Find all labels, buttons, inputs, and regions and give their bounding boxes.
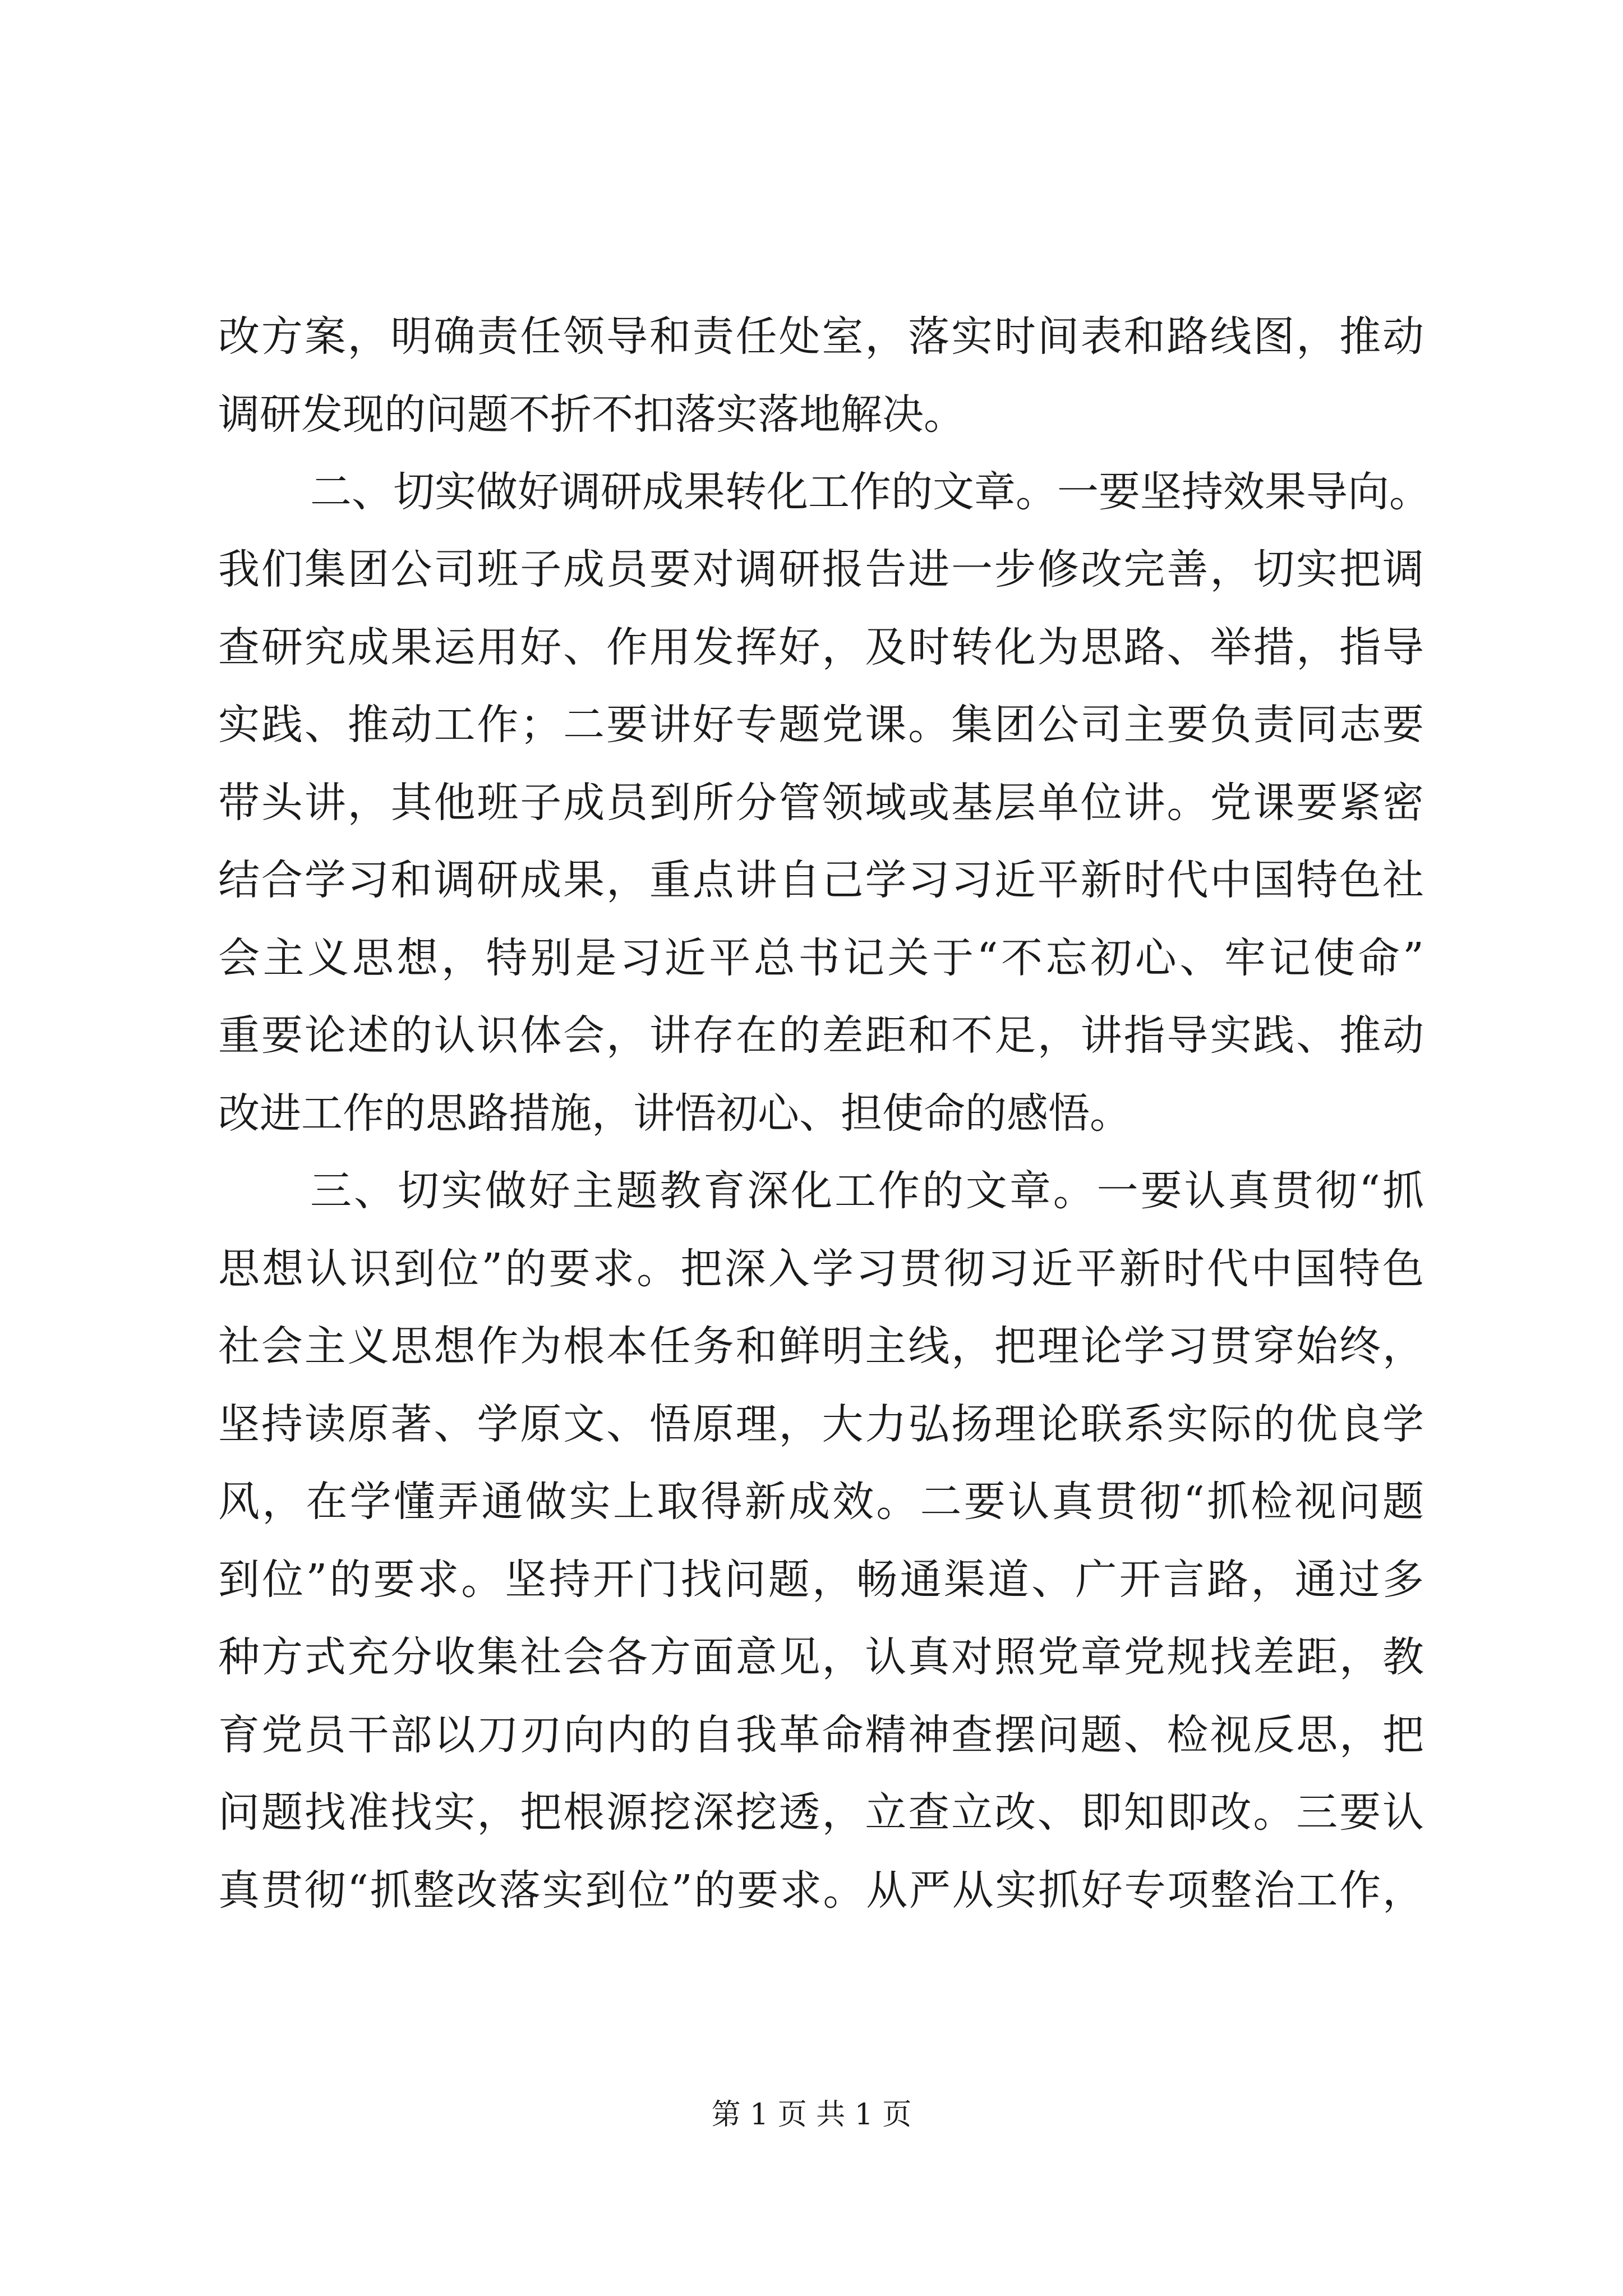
text-line-10: 重要论述的认识体会，讲存在的差距和不足，讲指导实践、推动: [218, 1011, 1424, 1060]
text-line-6: 实践、推动工作；二要讲好专题党课。集团公司主要负责同志要: [218, 701, 1424, 749]
text-line-16: 风，在学懂弄通做实上取得新成效。二要认真贯彻“抓检视问题: [218, 1478, 1424, 1526]
text-line-11: 改进工作的思路措施，讲悟初心、担使命的感悟。: [218, 1089, 1131, 1138]
text-line-12: 三、切实做好主题教育深化工作的文章。一要认真贯彻“抓: [310, 1167, 1424, 1215]
text-line-5: 查研究成果运用好、作用发挥好，及时转化为思路、举措，指导: [218, 623, 1424, 671]
text-line-2: 调研发现的问题不折不扣落实落地解决。: [218, 390, 965, 439]
text-line-4: 我们集团公司班子成员要对调研报告进一步修改完善，切实把调: [218, 545, 1424, 593]
text-line-17: 到位”的要求。坚持开门找问题，畅通渠道、广开言路，通过多: [218, 1556, 1424, 1604]
text-line-14: 社会主义思想作为根本任务和鲜明主线，把理论学习贯穿始终，: [218, 1322, 1424, 1370]
text-line-21: 真贯彻“抓整改落实到位”的要求。从严从实抓好专项整治工作，: [218, 1866, 1424, 1915]
text-line-19: 育党员干部以刀刃向内的自我革命精神查摆问题、检视反思，把: [218, 1711, 1424, 1759]
text-line-7: 带头讲，其他班子成员到所分管领域或基层单位讲。党课要紧密: [218, 779, 1424, 827]
text-line-9: 会主义思想，特别是习近平总书记关于“不忘初心、牢记使命”: [218, 934, 1424, 982]
text-line-15: 坚持读原著、学原文、悟原理，大力弘扬理论联系实际的优良学: [218, 1400, 1424, 1448]
text-line-13: 思想认识到位”的要求。把深入学习贯彻习近平新时代中国特色: [218, 1245, 1424, 1293]
text-line-20: 问题找准找实，把根源挖深挖透，立查立改、即知即改。三要认: [218, 1788, 1424, 1837]
text-line-18: 种方式充分收集社会各方面意见，认真对照党章党规找差距，教: [218, 1633, 1424, 1681]
text-line-3: 二、切实做好调研成果转化工作的文章。一要坚持效果导向。: [310, 468, 1431, 516]
text-line-8: 结合学习和调研成果，重点讲自己学习习近平新时代中国特色社: [218, 856, 1424, 904]
page-footer: 第 1 页 共 1 页: [711, 2098, 912, 2132]
text-line-1: 改方案，明确责任领导和责任处室，落实时间表和路线图，推动: [218, 312, 1424, 361]
